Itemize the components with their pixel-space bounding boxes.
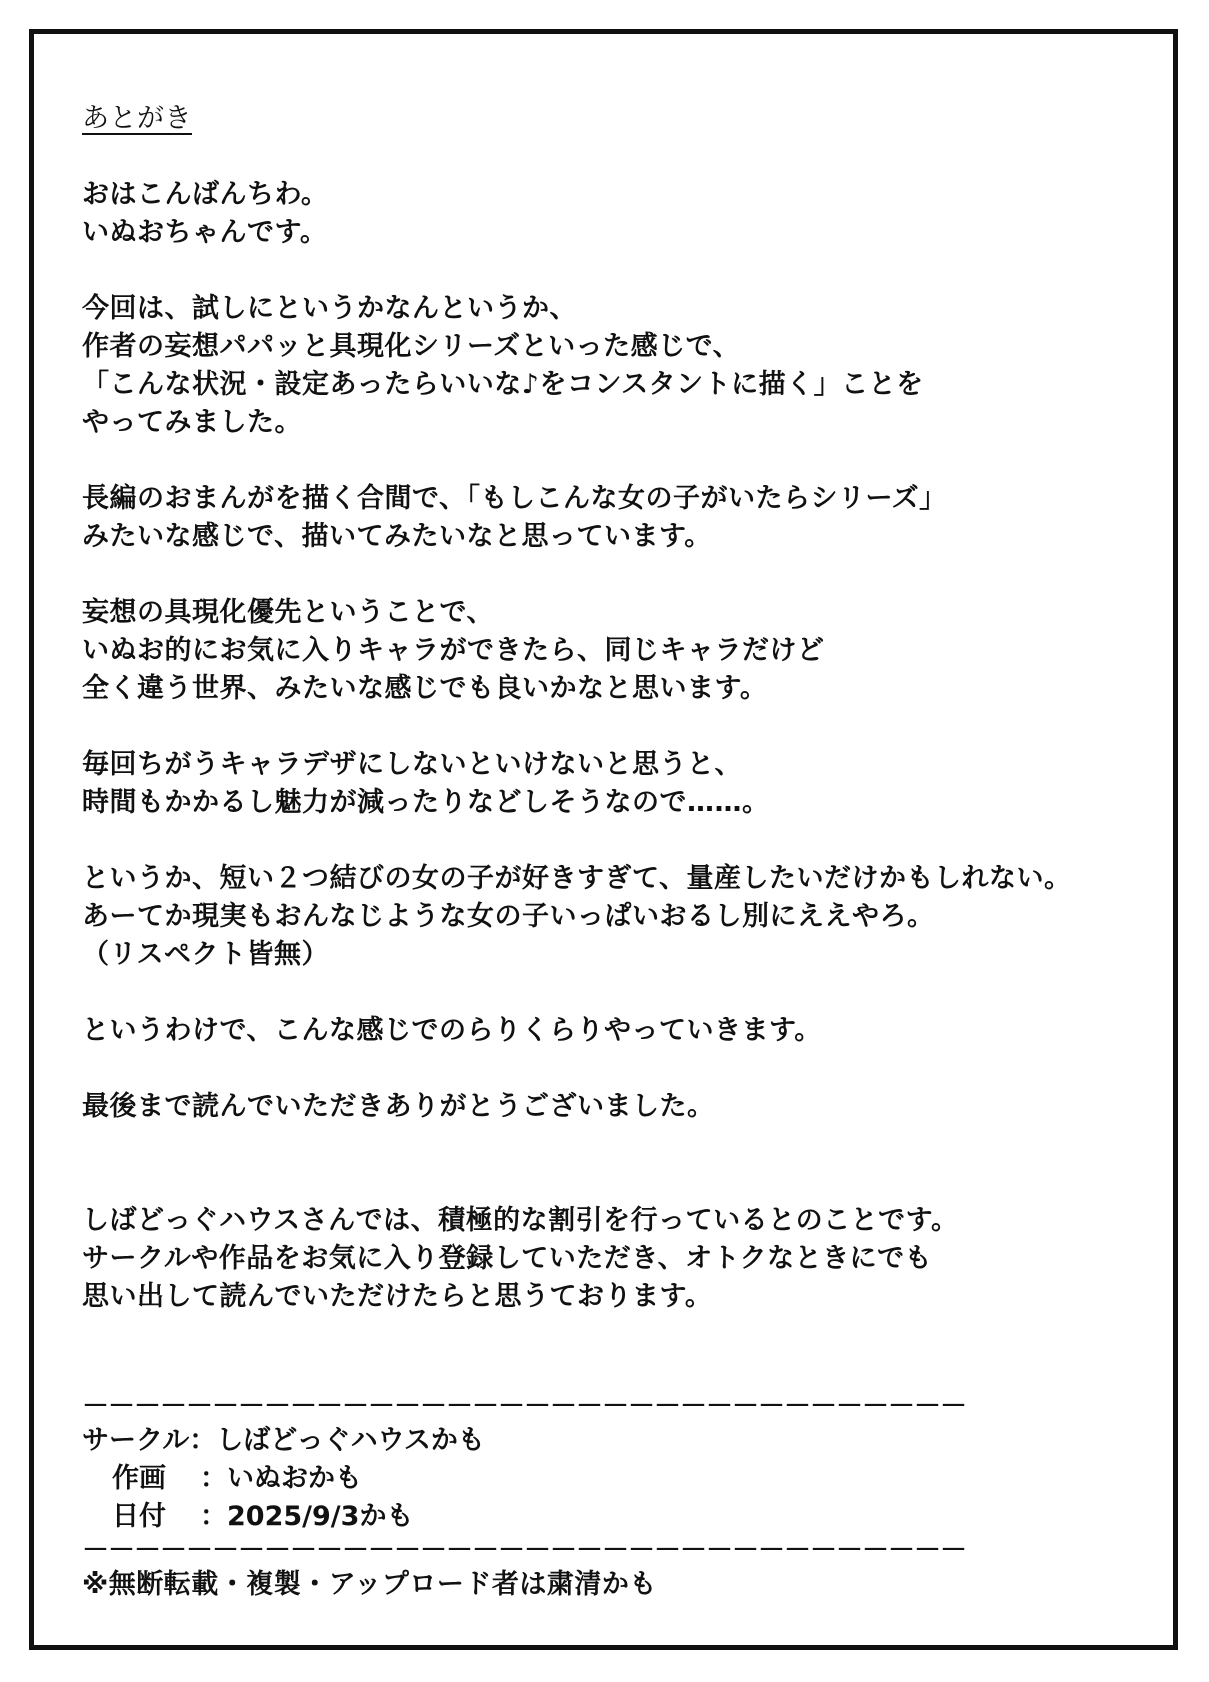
paragraph-characters <box>82 594 1162 708</box>
text-line: しばどっぐハウスさんでは、積極的な割引を行っているとのことです。 <box>82 1205 959 1236</box>
credit-separator: ： <box>189 1425 217 1456</box>
divider-top: －－－－－－－－－－－－－－－－－－－－－－－－－－－－－－－－－－ <box>82 1391 966 1422</box>
credit-date-label: 日付 <box>112 1501 166 1532</box>
text-line: いぬおちゃんです。 <box>82 217 328 248</box>
text-line: いぬお的にお気に入りキャラができたら、同じキャラだけど <box>82 635 825 666</box>
paragraph-closing <box>82 1012 1162 1050</box>
credit-date <box>82 1498 1162 1536</box>
divider-bottom: －－－－－－－－－－－－－－－－－－－－－－－－－－－－－－－－－－ <box>82 1535 966 1566</box>
text-line: サークルや作品をお気に入り登録していただき、オトクなときにでも <box>82 1243 933 1274</box>
text-line: おはこんばんちわ。 <box>82 179 329 210</box>
text-line: というわけで、こんな感じでのらりくらりやっていきます。 <box>82 1015 822 1046</box>
paragraph-thanks <box>82 1088 1162 1126</box>
paragraph-design <box>82 746 1162 822</box>
text-line: 「こんな状況・設定あったらいいな♪をコンスタントに描く」ことを <box>82 369 924 400</box>
credit-art <box>82 1460 1162 1498</box>
text-line: 妄想の具現化優先ということで、 <box>82 597 494 628</box>
credit-art-label: 作画 <box>112 1463 166 1494</box>
text-line: 毎回ちがうキャラデザにしないといけないと思うと、 <box>82 749 742 780</box>
paragraph-greeting <box>82 176 1162 252</box>
afterword-title: あとがき <box>82 103 192 134</box>
credit-circle-value: しばどっぐハウスかも <box>216 1425 485 1456</box>
text-line: 長編のおまんがを描く合間で、「もしこんな女の子がいたらシリーズ」 <box>82 483 947 514</box>
afterword-title-line <box>82 100 1162 138</box>
paragraph-twintails <box>82 860 1162 974</box>
credit-date-value: 2025/9/3かも <box>227 1501 414 1532</box>
paragraph-series <box>82 480 1162 556</box>
text-line: みたいな感じで、描いてみたいなと思っています。 <box>82 521 712 552</box>
text-line: 時間もかかるし魅力が減ったりなどしそうなので……。 <box>82 787 770 818</box>
text-line: 思い出して読んでいただけたらと思うております。 <box>82 1281 713 1312</box>
credit-separator: ： <box>200 1463 227 1494</box>
copyright-notice: ※無断転載・複製・アップロード者は粛清かも <box>82 1569 657 1600</box>
credit-circle-label: サークル <box>82 1425 190 1456</box>
paragraph-promo <box>82 1202 1162 1316</box>
text-line: 全く違う世界、みたいな感じでも良いかなと思います。 <box>82 673 768 704</box>
text-line: というか、短い２つ結びの女の子が好きすぎて、量産したいだけかもしれない。 <box>82 863 1072 894</box>
text-line: やってみました。 <box>82 407 302 438</box>
text-line: 最後まで読んでいただきありがとうございました。 <box>82 1091 715 1122</box>
credit-circle <box>82 1422 1162 1460</box>
text-line: （リスペクト皆無） <box>82 939 329 970</box>
credits-block <box>82 1422 1162 1536</box>
credit-art-value: いぬおかも <box>227 1463 362 1494</box>
paragraph-intro <box>82 290 1162 442</box>
text-line: 作者の妄想パパッと具現化シリーズといった感じで、 <box>82 331 741 362</box>
text-line: あーてか現実もおんなじような女の子いっぱいおるし別にええやろ。 <box>82 901 935 932</box>
text-line: 今回は、試しにというかなんというか、 <box>82 293 577 324</box>
credit-separator: ： <box>200 1501 227 1532</box>
afterword-content <box>82 100 1162 1604</box>
